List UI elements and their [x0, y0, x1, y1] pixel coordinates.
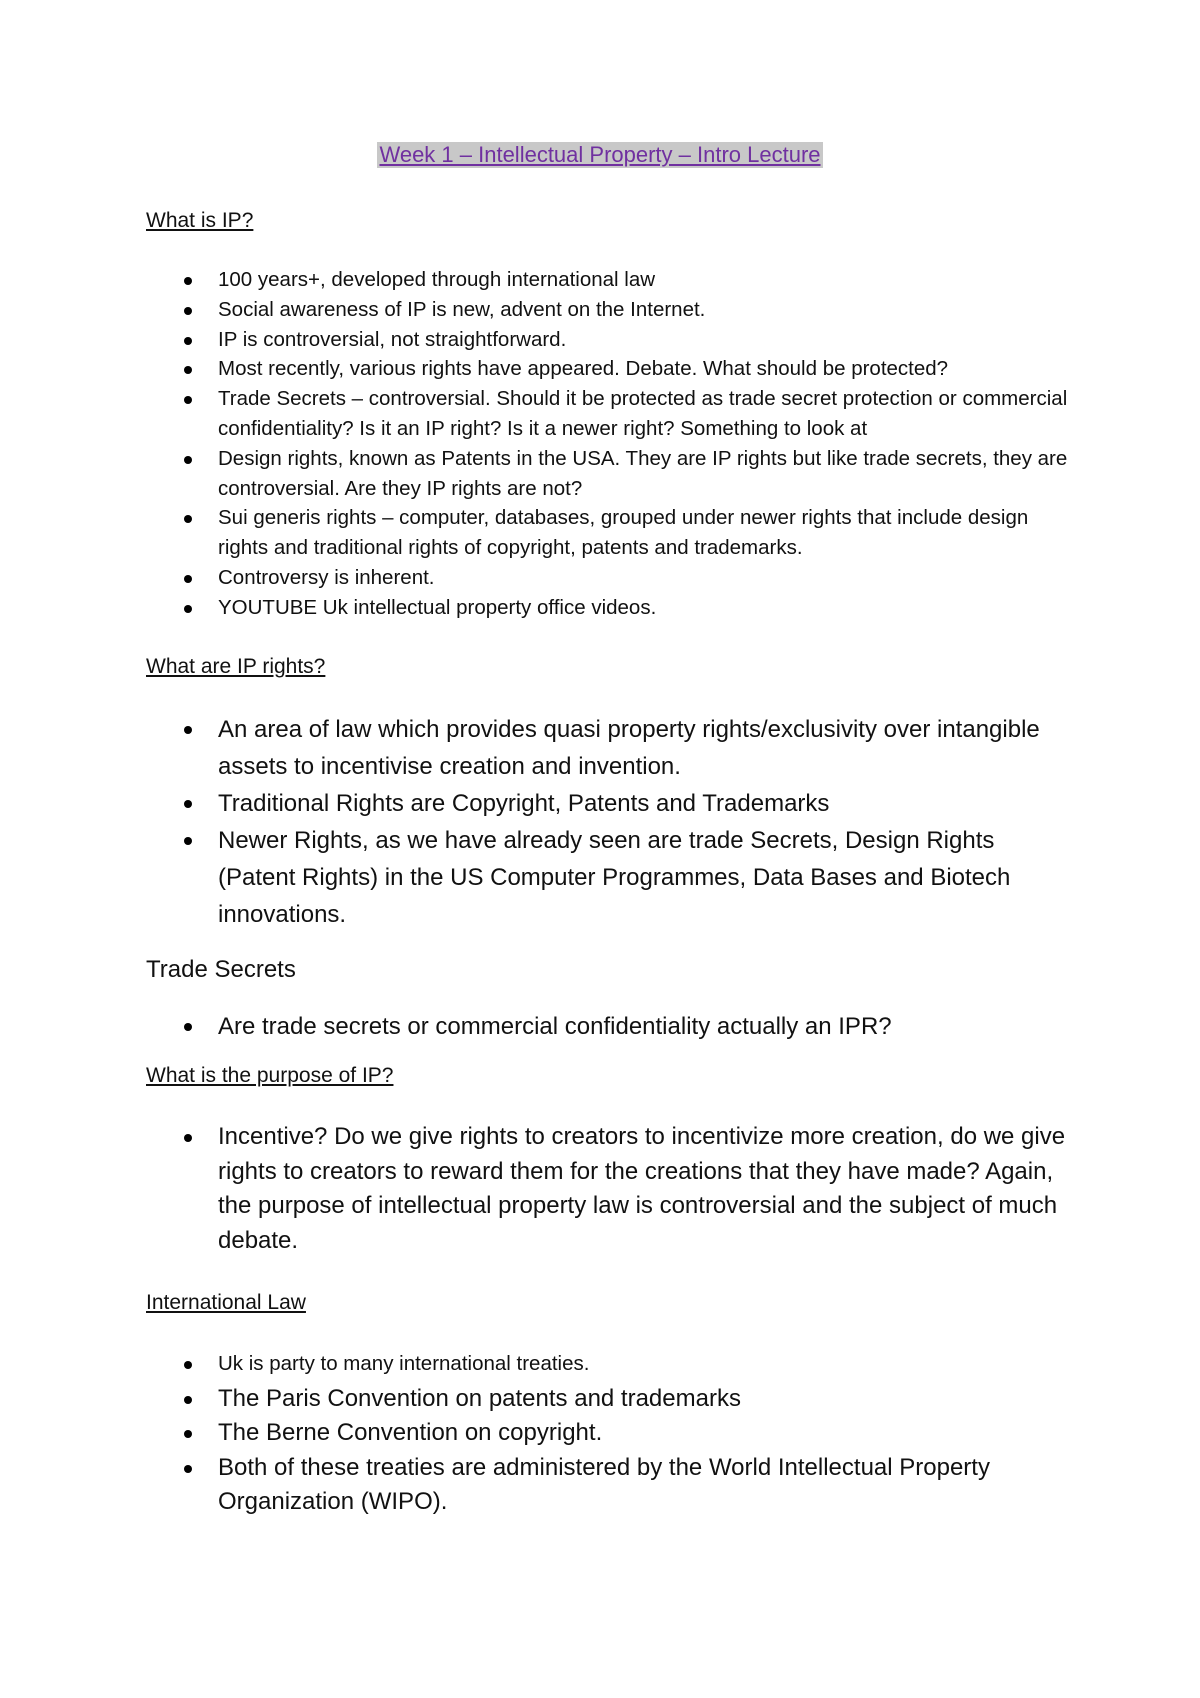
- section-heading-what-is-ip: What is IP?: [146, 209, 254, 232]
- international-law-list: [0, 1347, 1200, 1520]
- list-item: An area of law which provides quasi property rights/exclusivity over intangible assets to incentivise creation and invention.: [0, 711, 1200, 785]
- list-item: Uk is party to many international treaties.: [0, 1347, 1200, 1382]
- list-item: Sui generis rights – computer, databases, grouped under newer rights that include design rights and traditional rights of copyright, patents and trademarks.: [0, 503, 1200, 563]
- list-item: Most recently, various rights have appeared. Debate. What should be protected?: [0, 354, 1200, 384]
- list-item: YOUTUBE Uk intellectual property office videos.: [0, 593, 1200, 623]
- list-item: 100 years+, developed through international law: [0, 265, 1200, 295]
- list-item: The Berne Convention on copyright.: [0, 1416, 1200, 1451]
- purpose-of-ip-list: [0, 1120, 1200, 1258]
- list-item: Traditional Rights are Copyright, Patents and Trademarks: [0, 785, 1200, 822]
- trade-secrets-list: [0, 1008, 1200, 1045]
- list-item: Are trade secrets or commercial confidentiality actually an IPR?: [0, 1008, 1200, 1045]
- title-container: [0, 142, 1200, 168]
- what-is-ip-list: [0, 265, 1200, 623]
- list-item: Newer Rights, as we have already seen are trade Secrets, Design Rights (Patent Rights) in the US Computer Programmes, Data Bases and Biotech innovations.: [0, 822, 1200, 933]
- section-heading-purpose-of-ip: What is the purpose of IP?: [146, 1064, 394, 1087]
- section-heading-international-law: International Law: [146, 1291, 306, 1314]
- section-heading-what-are-ip-rights: What are IP rights?: [146, 655, 326, 678]
- what-are-ip-rights-list: [0, 711, 1200, 933]
- list-item: Social awareness of IP is new, advent on the Internet.: [0, 295, 1200, 325]
- list-item: Controversy is inherent.: [0, 563, 1200, 593]
- page-title: Week 1 – Intellectual Property – Intro Lecture: [379, 142, 821, 167]
- list-item: The Paris Convention on patents and trademarks: [0, 1382, 1200, 1417]
- list-item: Both of these treaties are administered by the World Intellectual Property Organization (WIPO).: [0, 1451, 1200, 1520]
- list-item: Design rights, known as Patents in the USA. They are IP rights but like trade secrets, they are controversial. Are they IP rights are not?: [0, 444, 1200, 504]
- list-item: Incentive? Do we give rights to creators to incentivize more creation, do we give rights to creators to reward them for the creations that they have made? Again, the purpose of intellectual property law is controversial and the subject of much debate.: [0, 1120, 1200, 1258]
- list-item: Trade Secrets – controversial. Should it be protected as trade secret protection or commercial confidentiality? Is it an IP right? Is it a newer right? Something to look at: [0, 384, 1200, 444]
- list-item: IP is controversial, not straightforward.: [0, 325, 1200, 355]
- trade-secrets-heading: Trade Secrets: [146, 956, 296, 983]
